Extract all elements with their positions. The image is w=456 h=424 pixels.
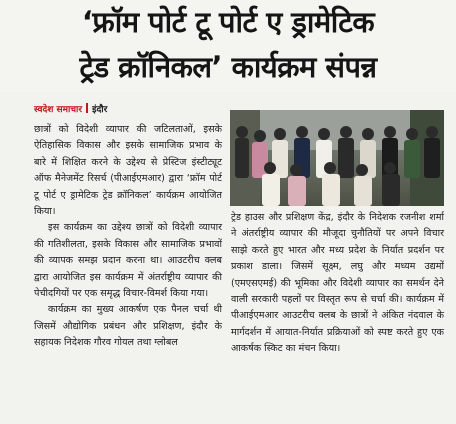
article-column-left bbox=[34, 122, 222, 352]
article-paragraph-3: कार्यक्रम का मुख्य आकर्षण एक पैनल चर्चा थी जिसमें औद्योगिक प्रबंधन और प्रशिक्षण, इंदौर के सहायक निदेशक गौरव गोयल तथा ग्लोबल bbox=[34, 304, 222, 349]
dateline-source: स्वदेश समाचार bbox=[34, 104, 83, 115]
group-photo-illustration bbox=[230, 110, 444, 206]
article-paragraph-2: इस कार्यक्रम का उद्देश्य छात्रों को विदेशी व्यापार की गतिशीलता, इसके विकास और सामाजिक प्रभावों की व्यापक समझ प्रदान करना था। आउटरीच क्लब द्वारा आयोजित इस कार्यक्रम में अंतर्राष्ट्रीय व्यापार की पेचीदगियों पर एक समृद्ध विचार-विमर्श किया गया। bbox=[34, 222, 222, 300]
dateline-city: इंदौर bbox=[92, 104, 108, 115]
article-paragraph-4: ट्रेड हाउस और प्रशिक्षण केंद्र, इंदौर के निदेशक रजनीश शर्मा ने अंतर्राष्ट्रीय व्यापार की मौजूदा चुनौतियों पर अपने विचार साझे करते हुए भारत और मध्य प्रदेश के निर्यात प्रदर्शन पर प्रकाश डाला। जिसमें सूक्ष्म, लघु और मध्यम उद्यमों (एमएसएमई) की भूमिका और विदेशी व्यापार का समर्थन देने वाली सरकारी पहलों पर विस्तृत रूप से चर्चा की। कार्यक्रम में पीआईएमआर आउटरीच क्लब के छात्रों ने अंकित नंदवाल के मार्गदर्शन में आयात-निर्यात प्रक्रियाओं को स्पष्ट करते हुए एक आकर्षक स्किट का मंचन किया। bbox=[231, 212, 444, 355]
dateline bbox=[34, 100, 107, 116]
article-paragraph-1: छात्रों को विदेशी व्यापार की जटिलताओं, इसके ऐतिहासिक विकास और इसके सामाजिक प्रभाव के बारे में शिक्षित करने के उद्देश्य से प्रेस्टिज इंस्टीट्यूट ऑफ मैनेजमेंट रिसर्च (पीआईएमआर) द्वारा ‘फ्रॉम पोर्ट टू पोर्ट ए ड्रामेटिक ट्रेड क्रॉनिकल’ कार्यक्रम आयोजित किया। bbox=[34, 124, 222, 218]
headline-block bbox=[0, 0, 456, 92]
headline-line-2: ट्रेड क्रॉनिकल’ कार्यक्रम संपन्न bbox=[79, 50, 377, 84]
headline-line-1: ‘फ्रॉम पोर्ट टू पोर्ट ए ड्रामेटिक bbox=[81, 5, 375, 39]
article-column-right bbox=[231, 210, 444, 358]
dateline-divider bbox=[86, 103, 88, 113]
group-photo bbox=[230, 110, 444, 206]
